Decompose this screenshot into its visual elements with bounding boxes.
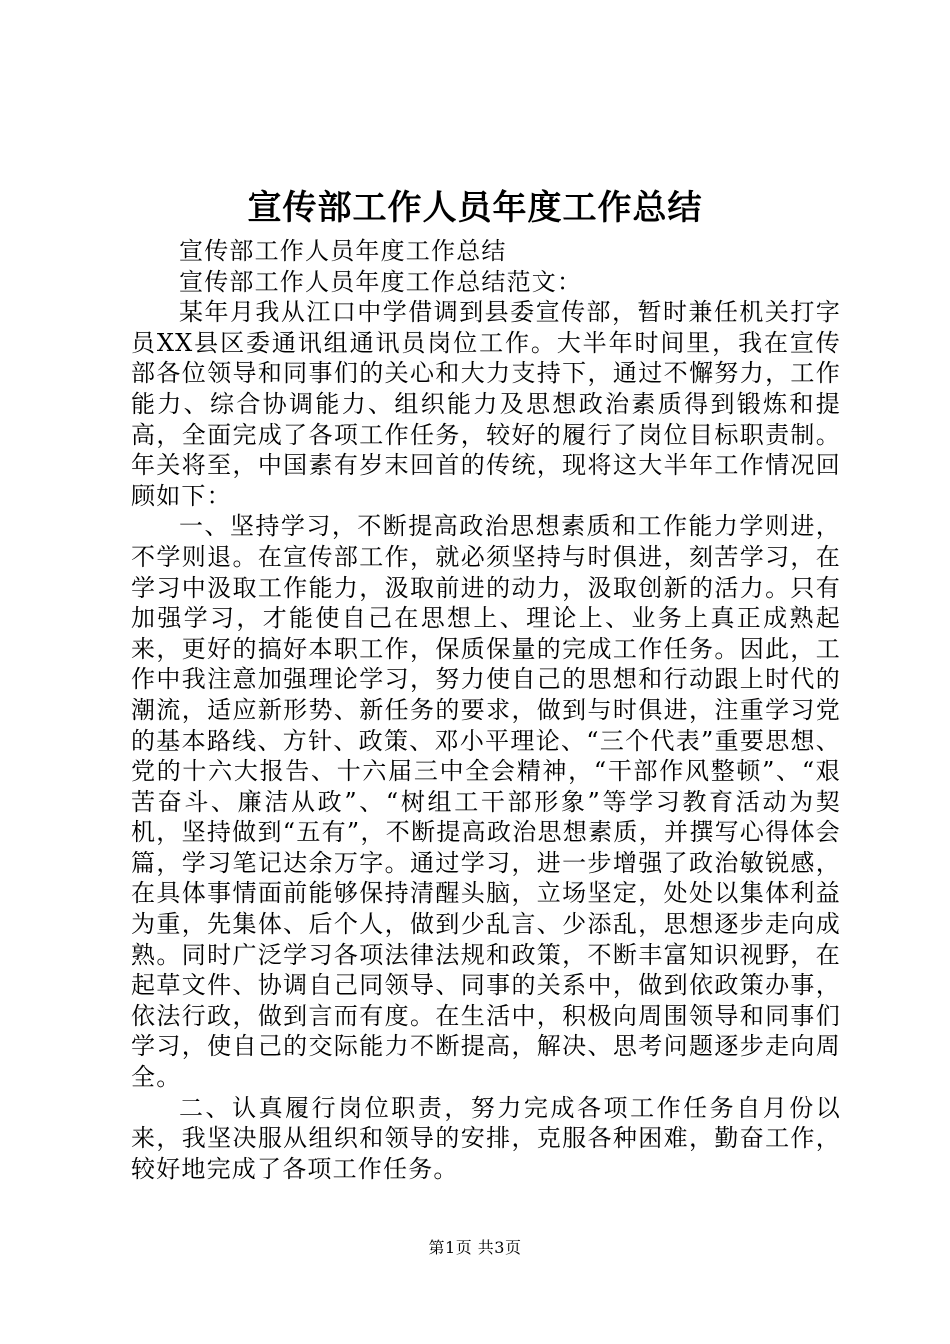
paragraph-section-one: 一、坚持学习，不断提高政治思想素质和工作能力学则进，不学则退。在宣传部工作，就必须坚持与时俱进，刻苦学习，在学习中汲取工作能力，汲取前进的动力，汲取创新的活力。只有加强学习，才能使自己在思想上、理论上、业务上真正成熟起来，更好的搞好本职工作，保质保量的完成工作任务。因此，工作中我注意加强理论学习，努力使自己的思想和行动跟上时代的潮流，适应新形势、新任务的要求，做到与时俱进，注重学习党的基本路线、方针、政策、邓小平理论、“三个代表”重要思想、党的十六大报告、十六届三中全会精神，“干部作风整顿”、“艰苦奋斗、廉洁从政”、“树组工干部形象”等学习教育活动为契机，坚持做到“五有”，不断提高政治思想素质，并撰写心得体会篇，学习笔记达余万字。通过学习，进一步增强了政治敏锐感，在具体事情面前能够保持清醒头脑，立场坚定，处处以集体利益为重，先集体、后个人，做到少乱言、少添乱，思想逐步走向成熟。同时广泛学习各项法律法规和政策，不断丰富知识视野，在起草文件、协调自己同领导、同事的关系中，做到依政策办事，依法行政，做到言而有度。在生活中，积极向周围领导和同事们学习，使自己的交际能力不断提高，解决、思考问题逐步走向周全。	[131, 512, 841, 1092]
paragraph-subtitle: 宣传部工作人员年度工作总结	[179, 237, 507, 265]
document-body	[131, 236, 841, 1184]
document-title: 宣传部工作人员年度工作总结	[247, 188, 703, 228]
paragraph-intro-label: 宣传部工作人员年度工作总结范文：	[179, 267, 583, 296]
paragraph-intro: 某年月我从江口中学借调到县委宣传部，暂时兼任机关打字员XX县区委通讯组通讯员岗位工作。大半年时间里，我在宣传部各位领导和同事们的关心和大力支持下，通过不懈努力，工作能力、综合协调能力、组织能力及思想政治素质得到锻炼和提高，全面完成了各项工作任务，较好的履行了岗位目标职责制。年关将至，中国素有岁末回首的传统，现将这大半年工作情况回顾如下：	[131, 298, 841, 510]
paragraph-section-two: 二、认真履行岗位职责，努力完成各项工作任务自月份以来，我坚决服从组织和领导的安排，克服各种困难，勤奋工作，较好地完成了各项工作任务。	[131, 1093, 841, 1183]
page-number-footer: 第1页 共3页	[428, 1238, 522, 1257]
